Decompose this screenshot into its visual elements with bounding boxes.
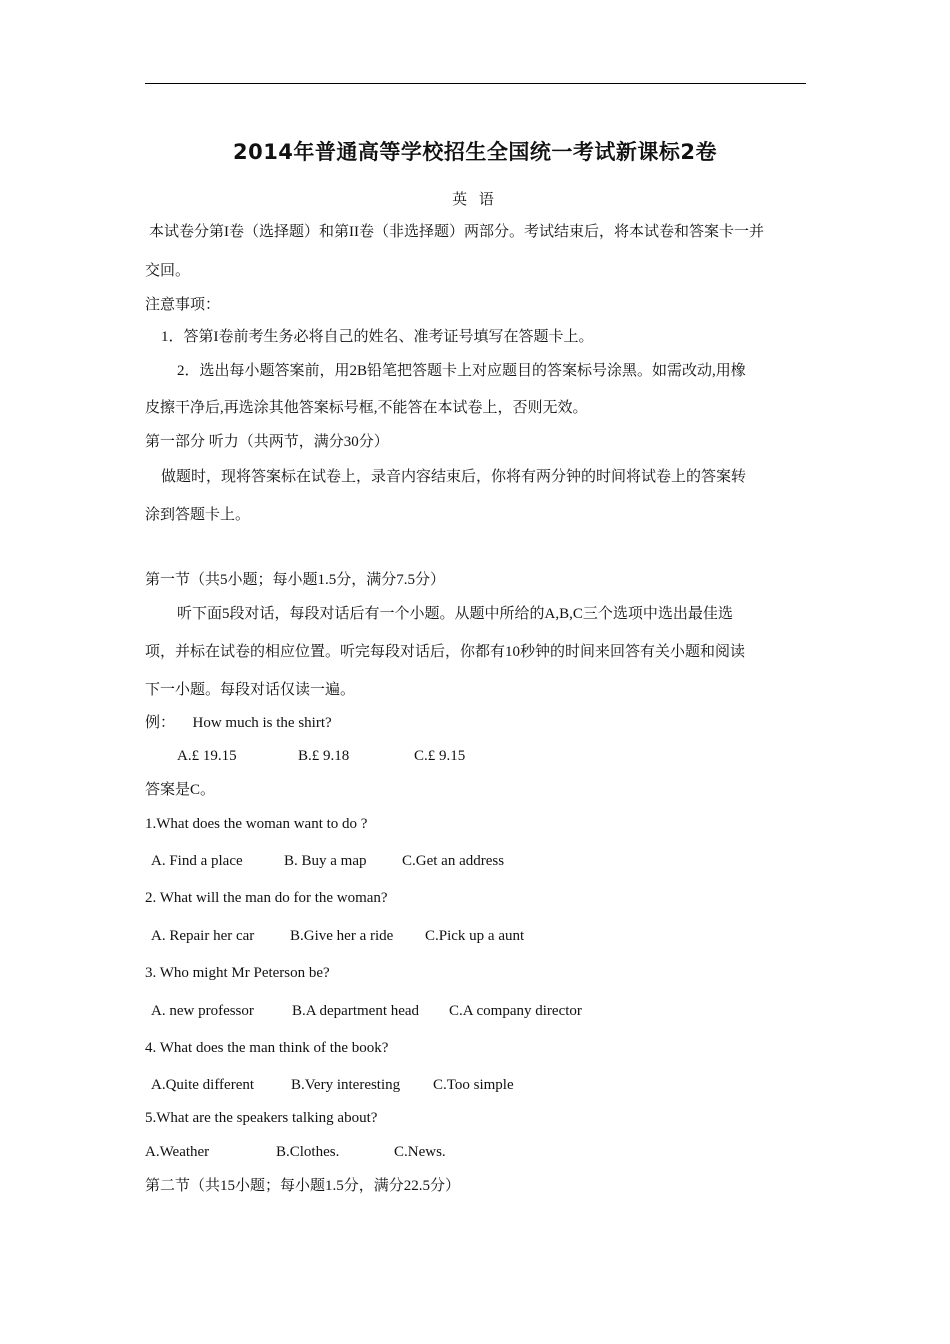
question-5-options	[145, 1142, 446, 1162]
section1-instruction-line-3: 下一小题。每段对话仅读一遍。	[145, 682, 356, 698]
example-row	[145, 713, 332, 733]
question-5: 5.What are the speakers talking about?	[145, 1110, 378, 1126]
question-5-option-a: A.Weather	[145, 1144, 210, 1160]
question-1: 1.What does the woman want to do ?	[145, 816, 368, 832]
question-4-option-a: A.Quite different	[151, 1077, 255, 1093]
example-option-b: B.£ 9.18	[298, 748, 350, 764]
question-2-options	[151, 926, 524, 946]
notice-label: 注意事项：	[145, 297, 221, 313]
notice-item-2-line-2: 皮擦干净后,再选涂其他答案标号框,不能答在本试卷上，否则无效。	[145, 400, 588, 416]
section1-instruction-line-1: 听下面5段对话，每段对话后有一个小题。从题中所给的A,B,C三个选项中选出最佳选	[177, 606, 733, 622]
question-4: 4. What does the man think of the book?	[145, 1040, 389, 1056]
question-4-options	[151, 1075, 514, 1095]
part1-heading: 第一部分 听力（共两节，满分30分）	[145, 434, 389, 450]
example-answer: 答案是C。	[145, 782, 216, 798]
example-option-c: C.£ 9.15	[414, 748, 466, 764]
intro-line-2: 交回。	[145, 263, 191, 279]
question-1-option-a: A. Find a place	[151, 853, 243, 869]
question-3-options	[151, 1001, 582, 1021]
part1-instruction-line-2: 涂到答题卡上。	[145, 507, 251, 523]
question-5-option-b: B.Clothes.	[276, 1144, 340, 1160]
question-3-option-b: B.A department head	[292, 1003, 420, 1019]
example-label: 例：	[145, 715, 176, 731]
header-rule	[145, 83, 806, 84]
question-2: 2. What will the man do for the woman?	[145, 890, 388, 906]
question-1-options	[151, 851, 504, 871]
example-question: How much is the shirt?	[192, 715, 332, 731]
example-options	[177, 746, 465, 766]
question-3-option-c: C.A company director	[449, 1003, 582, 1019]
notice-item-2-line-1: 2．选出每小题答案前，用2B铅笔把答题卡上对应题目的答案标号涂黑。如需改动,用橡	[177, 363, 746, 379]
section2-heading: 第二节（共15小题；每小题1.5分，满分22.5分）	[145, 1178, 461, 1194]
question-5-option-c: C.News.	[394, 1144, 446, 1160]
question-4-option-b: B.Very interesting	[291, 1077, 401, 1093]
exam-subject: 英 语	[452, 192, 498, 208]
example-option-a: A.£ 19.15	[177, 748, 237, 764]
exam-title: 2014年普通高等学校招生全国统一考试新课标2卷	[232, 140, 718, 164]
intro-line-1: 本试卷分第I卷（选择题）和第II卷（非选择题）两部分。考试结束后，将本试卷和答案卡一并	[149, 224, 764, 240]
section1-instruction-line-2: 项，并标在试卷的相应位置。听完每段对话后，你都有10秒钟的时间来回答有关小题和阅读	[145, 644, 746, 660]
question-1-option-b: B. Buy a map	[284, 853, 367, 869]
question-3: 3. Who might Mr Peterson be?	[145, 965, 330, 981]
question-2-option-b: B.Give her a ride	[290, 928, 394, 944]
part1-instruction-line-1: 做题时，现将答案标在试卷上，录音内容结束后，你将有两分钟的时间将试卷上的答案转	[161, 469, 747, 485]
question-4-option-c: C.Too simple	[433, 1077, 514, 1093]
question-2-option-a: A. Repair her car	[151, 928, 255, 944]
notice-item-1: 1．答第I卷前考生务必将自己的姓名、准考证号填写在答题卡上。	[161, 329, 594, 345]
section1-heading: 第一节（共5小题；每小题1.5分，满分7.5分）	[145, 572, 446, 588]
question-3-option-a: A. new professor	[151, 1003, 254, 1019]
question-1-option-c: C.Get an address	[402, 853, 505, 869]
question-2-option-c: C.Pick up a aunt	[425, 928, 525, 944]
